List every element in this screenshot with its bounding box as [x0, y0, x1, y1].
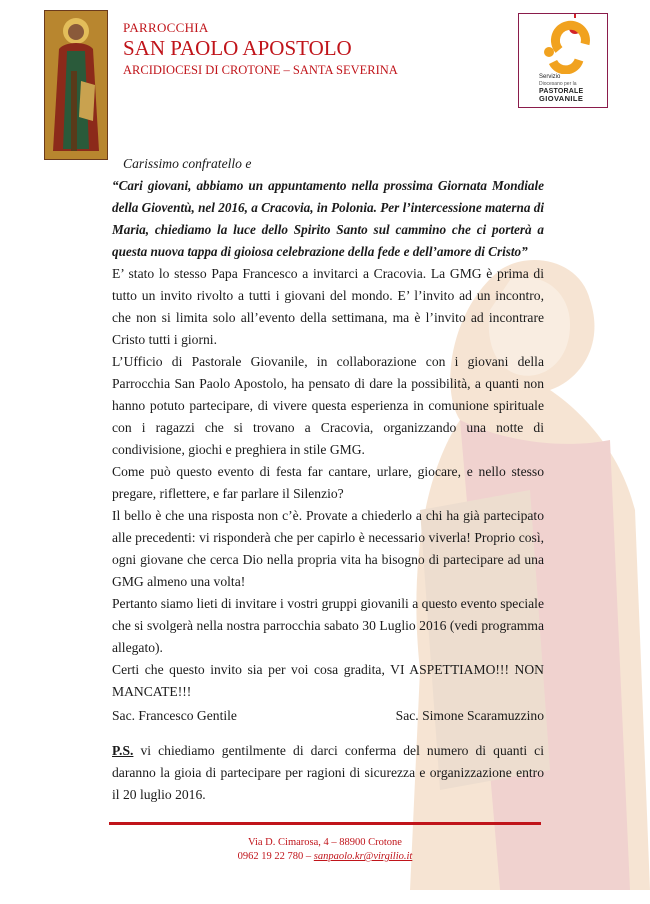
letter-body [112, 153, 544, 806]
paragraph-1: E’ stato lo stesso Papa Francesco a invitarci a Cracovia. La GMG è prima di tutto un invito rivolto a tutti i giovani del mondo. E’ l’invito ad un incontro, che non si limita solo all’evento della settimana, ma è l’invito ad incontrare Cristo tutti i giorni. [112, 266, 544, 347]
parish-name: SAN PAOLO APOSTOLO [123, 36, 352, 60]
signature-left: Sac. Francesco Gentile [112, 708, 237, 723]
paragraph-2: L’Ufficio di Pastorale Giovanile, in collaborazione con i giovani della Parrocchia San Paolo Apostolo, ha pensato di dare la possibilità, a quanti non hanno potuto partecipare, di vivere questa esperienza in comunione spirituale con i ragazzi che si trovano a Cracovia, organizzando una notte di condivisione, giochi e preghiera in stile GMG. [112, 354, 544, 457]
logo-text [539, 74, 605, 102]
footer-email-link[interactable]: sanpaolo.kr@virgilio.it [313, 851, 413, 862]
saint-icon-image [44, 10, 108, 160]
paragraph-5: Pertanto siamo lieti di invitare i vostri gruppi giovanili a questo evento speciale che si svolgerà nella nostra parrocchia sabato 30 Luglio 2016 (vedi programma allegato). [112, 596, 544, 655]
signature-right: Sac. Simone Scaramuzzino [395, 708, 544, 723]
footer [0, 836, 650, 864]
footer-contacts [0, 850, 650, 864]
signatures [112, 705, 544, 727]
footer-divider [109, 822, 541, 825]
parish-label: PARROCCHIA [123, 20, 209, 35]
footer-phone: 0962 19 22 780 – [237, 851, 314, 862]
diocese-name: ARCIDIOCESI DI CROTONE – SANTA SEVERINA [123, 63, 398, 77]
logo-line-2: Diocesano per la [539, 81, 577, 87]
postscript [112, 740, 544, 806]
logo-line-3: PASTORALE [539, 88, 584, 95]
paragraph-3: Come può questo evento di festa far cantare, urlare, giocare, e nello stesso pregare, riflettere, e far parlare il Silenzio? [112, 464, 544, 501]
pastorale-giovanile-logo [518, 13, 608, 108]
paragraph-4: Il bello è che una risposta non c’è. Provate a chiederlo a chi ha già partecipato alle precedenti: vi risponderà che per capirlo è necessario viverla! Proprio così, ogni giovane che cerca Dio nella propria vita ha bisogno di partecipare ad una GMG almeno una volta! [112, 508, 544, 589]
ps-text: vi chiediamo gentilmente di darci conferma del numero di quanti ci daranno la gioia di partecipare per ragioni di sicurezza e organizzazione entro il 20 luglio 2016. [112, 743, 544, 802]
greeting: Carissimo confratello e [123, 156, 252, 171]
paragraph-6: Certi che questo invito sia per voi cosa gradita, VI ASPETTIAMO!!! NON MANCATE!!! [112, 662, 544, 699]
ps-label: P.S. [112, 743, 134, 758]
pope-quote: “Cari giovani, abbiamo un appuntamento nella prossima Giornata Mondiale della Gioventù, nel 2016, a Cracovia, in Polonia. Per l’intercessione materna di Maria, chiediamo la luce dello Spirito Santo sul cammino che ci porterà a questa nuova tappa di gioiosa celebrazione della fede e dell’amore di Cristo” [112, 178, 544, 259]
parish-header [123, 20, 398, 78]
footer-address: Via D. Cimarosa, 4 – 88900 Crotone [248, 837, 402, 848]
logo-line-4: GIOVANILE [539, 94, 584, 103]
logo-line-1: Servizio [539, 74, 561, 80]
